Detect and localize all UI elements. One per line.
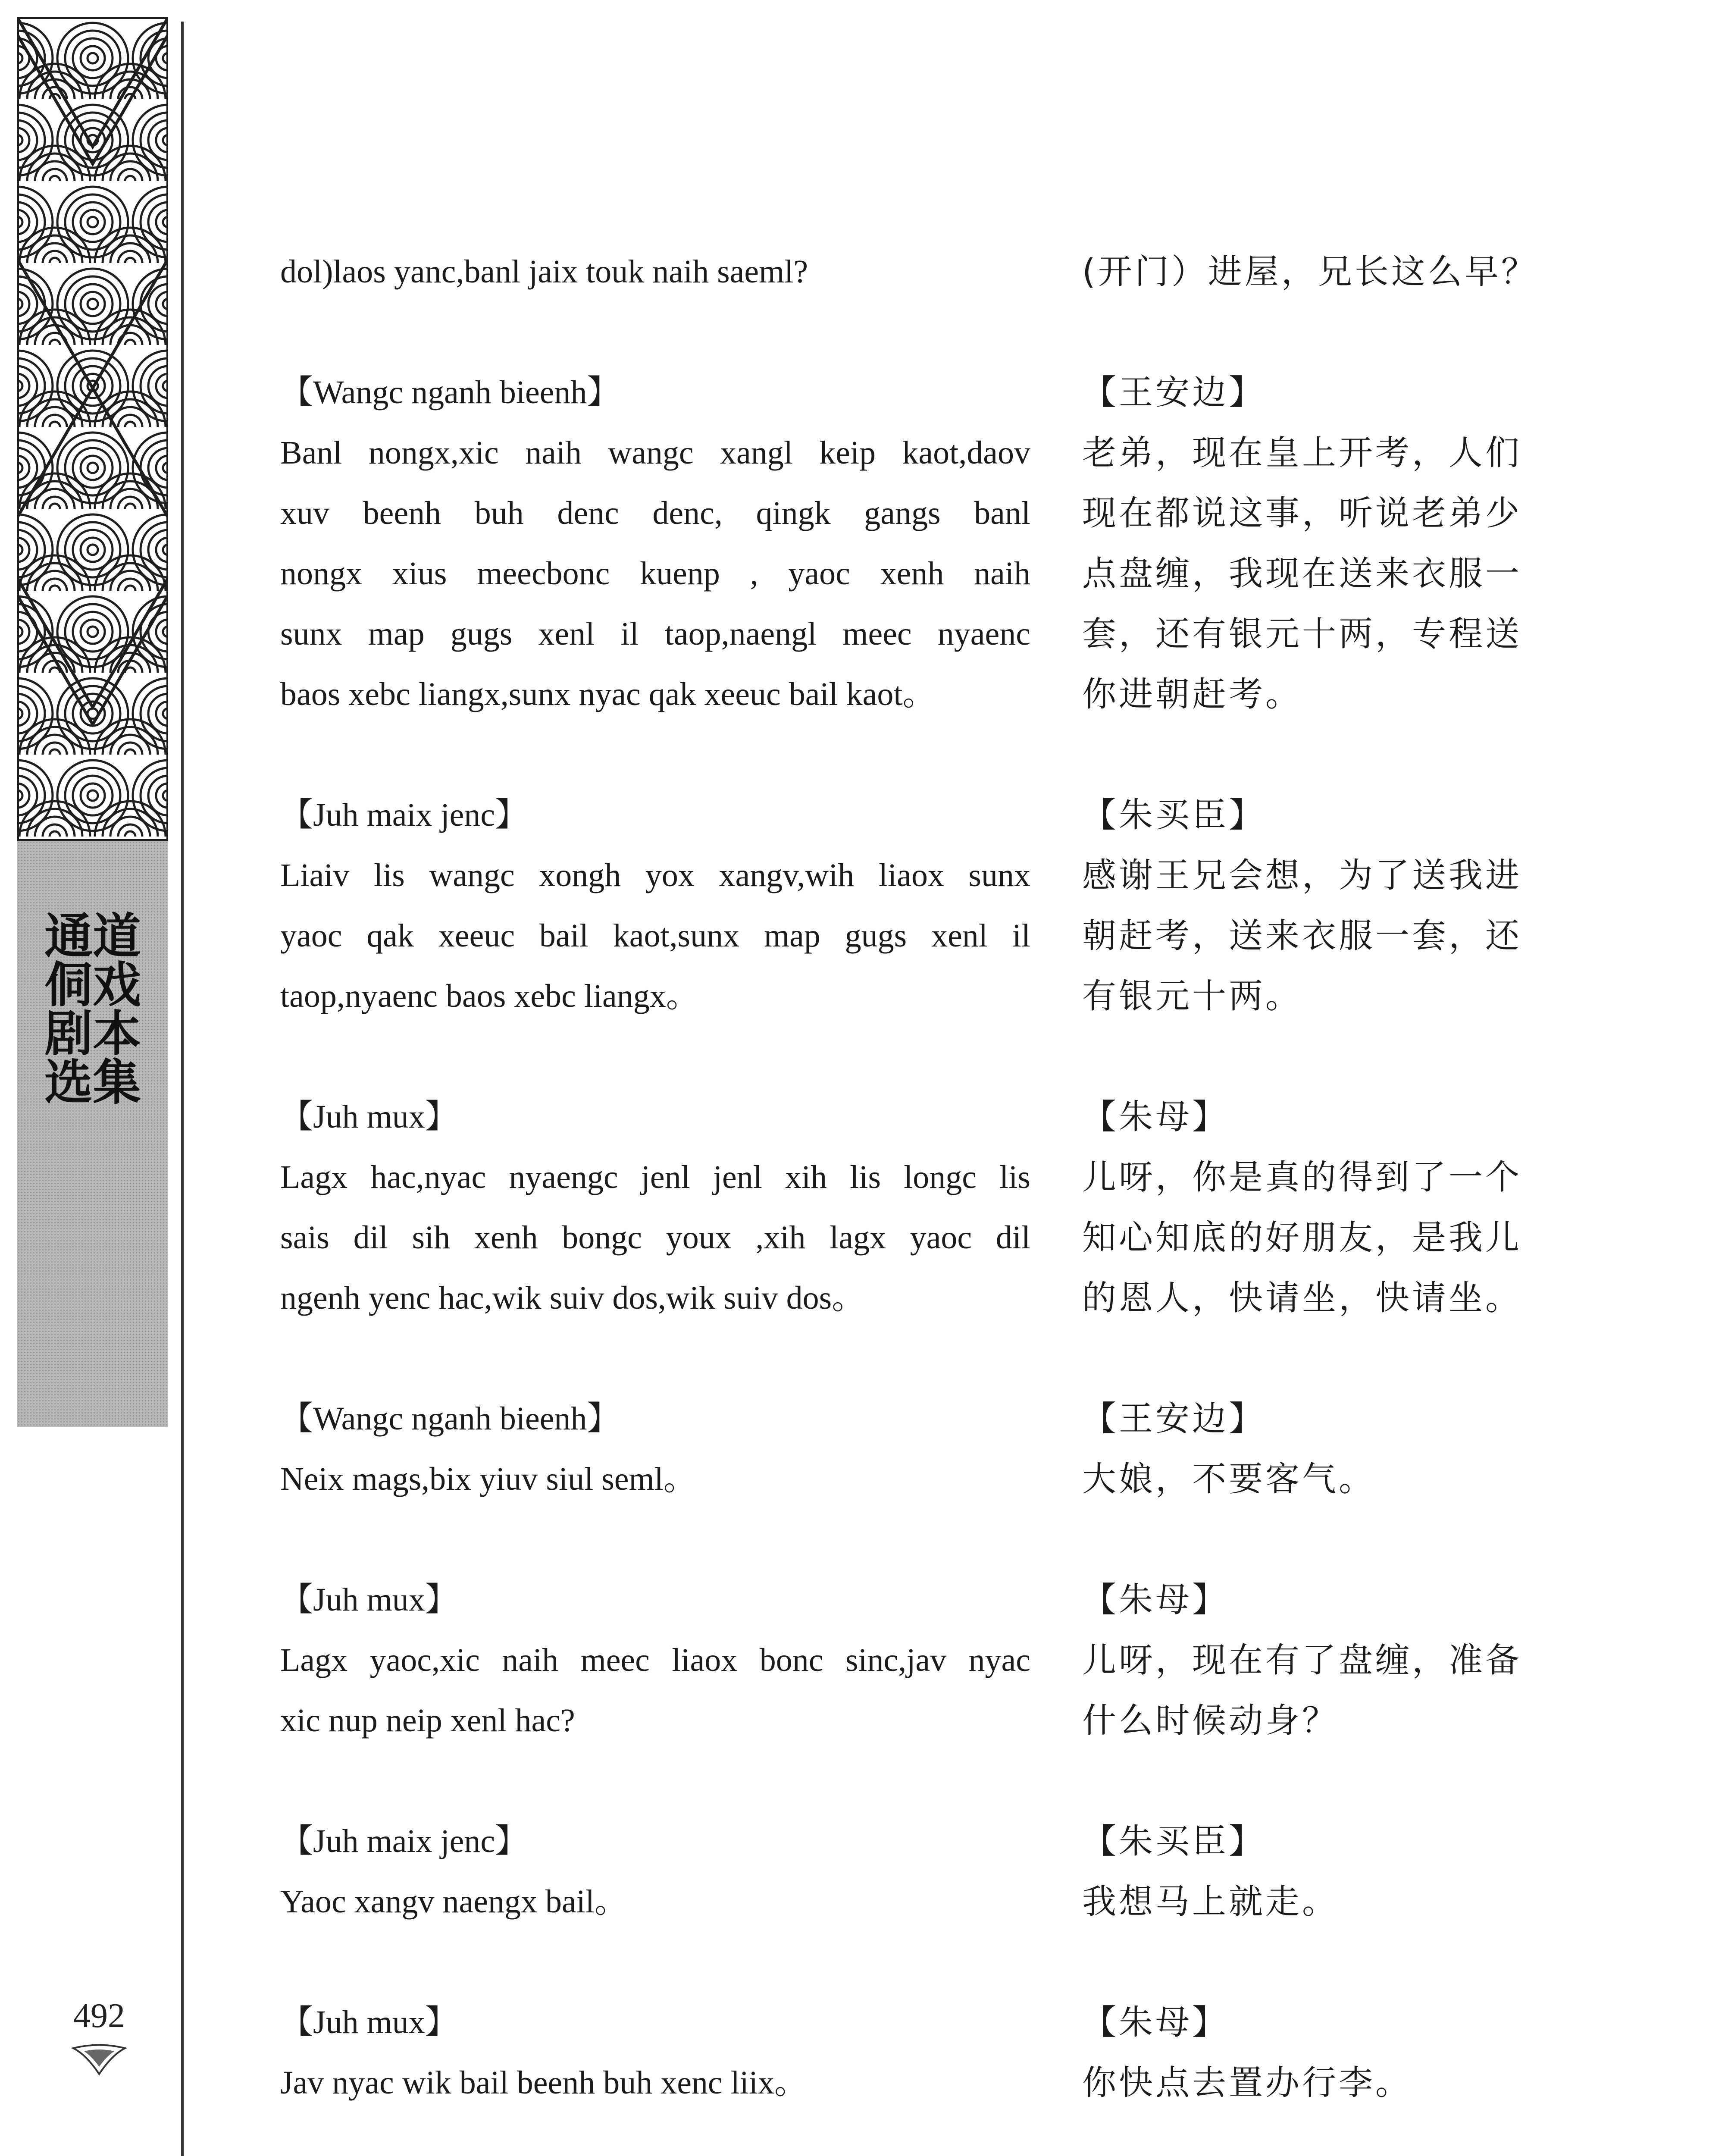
speaker-name-dong: 【Juh maix jenc】 (280, 1823, 528, 1859)
chinese-text-line: 有银元十两。 (1082, 976, 1302, 1016)
dong-text-line: nongx xius meecbonc kuenp , yaoc xenh naih (280, 555, 1030, 592)
speaker-name-dong: 【Juh maix jenc】 (280, 797, 528, 833)
chinese-text-line: 点盘缠，我现在送来衣服一 (1082, 554, 1522, 593)
chinese-text-line: 朝赶考，送来衣服一套，还 (1082, 916, 1522, 956)
chinese-text-line: 儿呀，你是真的得到了一个 (1082, 1157, 1522, 1197)
dong-text-line: sunx map gugs xenl il taop,naengl meec nyaenc (280, 616, 1030, 652)
chinese-text-line: 大娘，不要客气。 (1082, 1459, 1375, 1499)
dong-text-line: Lagx hac,nyac nyaengc jenl jenl xih lis longc lis (280, 1159, 1030, 1195)
dong-text-line: yaoc qak xeeuc bail kaot,sunx map gugs xenl il (280, 918, 1030, 954)
dong-text-line: ngenh yenc hac,wik suiv dos,wik suiv dos。 (280, 1280, 865, 1316)
dong-text-line: baos xebc liangx,sunx nyac qak xeeuc bail kaot。 (280, 676, 936, 712)
speaker-name-dong: 【Juh mux】 (280, 1582, 458, 1618)
dong-text-line: Neix mags,bix yiuv siul seml。 (280, 1461, 696, 1497)
speaker-name-chinese: 【朱母】 (1082, 2002, 1229, 2042)
chinese-text-line: 我想马上就走。 (1082, 1882, 1339, 1921)
chinese-text-line: 什么时候动身？ (1082, 1701, 1339, 1740)
speaker-name-chinese: 【朱买臣】 (1082, 1821, 1265, 1861)
speaker-name-chinese: 【朱母】 (1082, 1580, 1229, 1620)
speaker-name-chinese: 【王安边】 (1082, 1399, 1265, 1438)
speaker-name-chinese: 【朱买臣】 (1082, 795, 1265, 835)
dong-text-line: Yaoc xangv naengx bail。 (280, 1883, 627, 1920)
speaker-name-dong: 【Wangc nganh bieenh】 (280, 374, 620, 411)
chinese-text-line: 你进朝赶考。 (1082, 674, 1302, 714)
speaker-name-chinese: 【朱母】 (1082, 1097, 1229, 1137)
chinese-text-line: 感谢王兄会想，为了送我进 (1082, 856, 1522, 895)
book-title-vertical: 通道侗戏剧本选集 (44, 908, 141, 1111)
dong-text-line: dol)laos yanc,banl jaix touk naih saeml? (280, 254, 808, 290)
chinese-text-line: (开门）进屋，兄长这么早？ (1082, 252, 1538, 291)
chinese-text-line: 套，还有银元十两，专程送 (1082, 614, 1522, 654)
dong-text-line: xuv beenh buh denc denc, qingk gangs banl (280, 495, 1030, 531)
speaker-name-dong: 【Wangc nganh bieenh】 (280, 1401, 620, 1437)
speaker-name-dong: 【Juh mux】 (280, 2004, 458, 2040)
page-number: 492 (73, 1997, 125, 2035)
page-number-ornament-icon (71, 2042, 127, 2076)
chinese-text-line: 老弟，现在皇上开考，人们 (1082, 433, 1522, 473)
dong-text-line: Liaiv lis wangc xongh yox xangv,wih liaox sunx (280, 857, 1030, 893)
chinese-text-line: 儿呀，现在有了盘缠，准备 (1082, 1640, 1522, 1680)
dong-text-line: Lagx yaoc,xic naih meec liaox bonc sinc,jav nyac (280, 1642, 1030, 1678)
chinese-text-line: 你快点去置办行李。 (1082, 2063, 1412, 2103)
dong-text-line: Jav nyac wik bail beenh buh xenc liix。 (280, 2065, 808, 2101)
dong-text-line: taop,nyaenc baos xebc liangx。 (280, 978, 699, 1014)
chinese-text-line: 现在都说这事，听说老弟少 (1082, 493, 1522, 533)
chinese-text-line: 知心知底的好朋友，是我儿 (1082, 1218, 1522, 1257)
dong-text-line: xic nup neip xenl hac? (280, 1702, 575, 1739)
dong-text-line: Banl nongx,xic naih wangc xangl keip kaot,daov (280, 435, 1030, 471)
dong-text-line: sais dil sih xenh bongc youx ,xih lagx yaoc dil (280, 1219, 1030, 1256)
decorative-wave-pattern (17, 17, 168, 841)
speaker-name-dong: 【Juh mux】 (280, 1099, 458, 1135)
speaker-name-chinese: 【王安边】 (1082, 373, 1265, 412)
vertical-divider (181, 22, 184, 2156)
chinese-text-line: 的恩人，快请坐，快请坐。 (1082, 1278, 1522, 1318)
